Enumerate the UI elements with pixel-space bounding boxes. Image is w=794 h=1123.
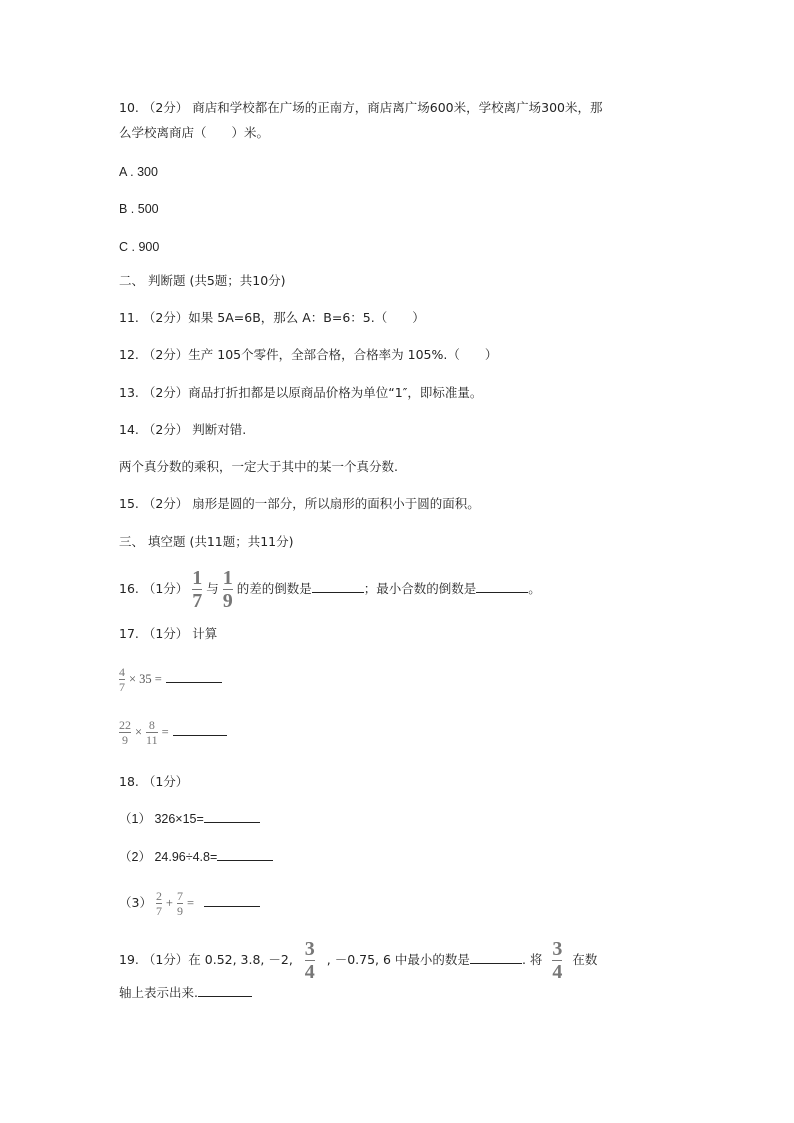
q18-item-3-num1: 2 [155, 889, 162, 903]
q17-expr1 [119, 663, 222, 695]
q17-expr1-den: 7 [119, 680, 125, 694]
q19-prefix: 19. （1分）在 0.52, 3.8, －2, [119, 952, 293, 967]
q19-frac2-den: 4 [552, 961, 563, 983]
q16-blank-2[interactable] [476, 580, 528, 593]
q16-fraction-1 [192, 568, 202, 611]
q16-frac2-den: 9 [222, 590, 233, 612]
q18-item-3 [119, 888, 260, 918]
q18-blank-3[interactable] [204, 894, 260, 907]
q16 [119, 568, 541, 611]
q16-blank-1[interactable] [312, 580, 364, 593]
q17-blank-2[interactable] [173, 723, 227, 736]
q18-item-3-eq: = [186, 896, 195, 910]
q17-expr2-times: × [134, 725, 143, 739]
q17-expr2-den1: 9 [122, 733, 128, 747]
q18-item-3-den1: 7 [155, 904, 162, 918]
q18-blank-1[interactable] [204, 810, 260, 823]
q12: 12. （2分）生产 105个零件，全部合格，合格率为 105%.（ ） [119, 347, 498, 362]
q10-line2: 么学校离商店（ ）米。 [119, 125, 270, 140]
q19-blank-2[interactable] [198, 984, 252, 997]
section2-title: 二、 判断题 (共5题；共10分) [119, 273, 286, 288]
q19-line2-text: 轴上表示出来. [119, 985, 198, 1000]
q17-expr1-num: 4 [119, 665, 125, 679]
q18-item-3-fraction-2 [177, 890, 183, 917]
q16-frac1-den: 7 [192, 590, 203, 612]
q14-line1: 14. （2分） 判断对错. [119, 422, 247, 437]
q18-item-2 [119, 848, 273, 866]
q16-text2: ；最小合数的倒数是 [363, 581, 477, 596]
q18-item-1 [119, 810, 260, 828]
q10-option-b: B . 500 [119, 202, 159, 216]
q16-prefix: 16. （1分） [119, 581, 189, 596]
q17-title: 17. （1分） 计算 [119, 626, 218, 641]
q18-item-3-label: （3） [119, 895, 152, 910]
q17-expr2-fraction-2 [146, 719, 158, 746]
q18-blank-2[interactable] [217, 848, 273, 861]
q18-item-3-den2: 9 [176, 904, 183, 918]
q16-end: 。 [528, 581, 541, 596]
q17-expr1-fraction [119, 666, 125, 693]
q10-line1: 10. （2分） 商店和学校都在广场的正南方，商店离广场600米，学校离广场300米，那 [119, 100, 603, 115]
q17-expr2-den2: 11 [146, 733, 158, 747]
q19-mid: , －0.75, 6 中最小的数是 [326, 952, 470, 967]
q19-line1 [119, 938, 597, 982]
q19-mid2: . 将 [521, 952, 543, 967]
q17-expr2-num2: 8 [148, 718, 155, 732]
q18-item-1-text: 326×15= [154, 812, 204, 826]
q19-line2 [119, 984, 252, 1002]
q17-blank-1[interactable] [166, 670, 222, 683]
q18-item-3-num2: 7 [176, 889, 183, 903]
q18-item-3-fraction-1 [156, 890, 162, 917]
section3-title: 三、 填空题 (共11题；共11分) [119, 534, 294, 549]
q18-item-2-text: 24.96÷4.8= [154, 850, 218, 864]
q13: 13. （2分）商品打折扣都是以原商品价格为单位“1″，即标准量。 [119, 385, 483, 400]
q10-option-a: A . 300 [119, 165, 158, 179]
q10-option-c: C . 900 [119, 240, 160, 254]
q17-expr1-rest: × 35 = [128, 672, 162, 686]
q17-expr2 [119, 716, 227, 748]
q19-frac-num: 3 [304, 938, 315, 960]
q16-frac2-num: 1 [222, 567, 233, 589]
q19-end: 在数 [572, 952, 598, 967]
q11: 11. （2分）如果 5A=6B，那么 A：B=6：5.（ ） [119, 310, 425, 325]
q19-fraction [305, 939, 315, 982]
q18-item-2-label: （2） [119, 850, 151, 864]
q14-line2: 两个真分数的乘积，一定大于其中的某一个真分数. [119, 459, 398, 474]
q16-with: 与 [206, 581, 219, 596]
q18-item-3-plus: + [165, 896, 173, 910]
q17-expr2-fraction-1 [119, 719, 131, 746]
q19-frac-den: 4 [304, 961, 315, 983]
q18-item-1-label: （1） [119, 812, 151, 826]
q19-fraction-2 [552, 939, 562, 982]
q15: 15. （2分） 扇形是圆的一部分，所以扇形的面积小于圆的面积。 [119, 496, 480, 511]
q16-fraction-2 [223, 568, 233, 611]
q19-frac2-num: 3 [552, 938, 563, 960]
q16-text1: 的差的倒数是 [236, 581, 312, 596]
q18-title: 18. （1分） [119, 774, 189, 789]
q17-expr2-num1: 22 [119, 718, 131, 732]
q19-blank-1[interactable] [470, 951, 522, 964]
q16-frac1-num: 1 [192, 567, 203, 589]
q17-expr2-eq: = [161, 725, 169, 739]
